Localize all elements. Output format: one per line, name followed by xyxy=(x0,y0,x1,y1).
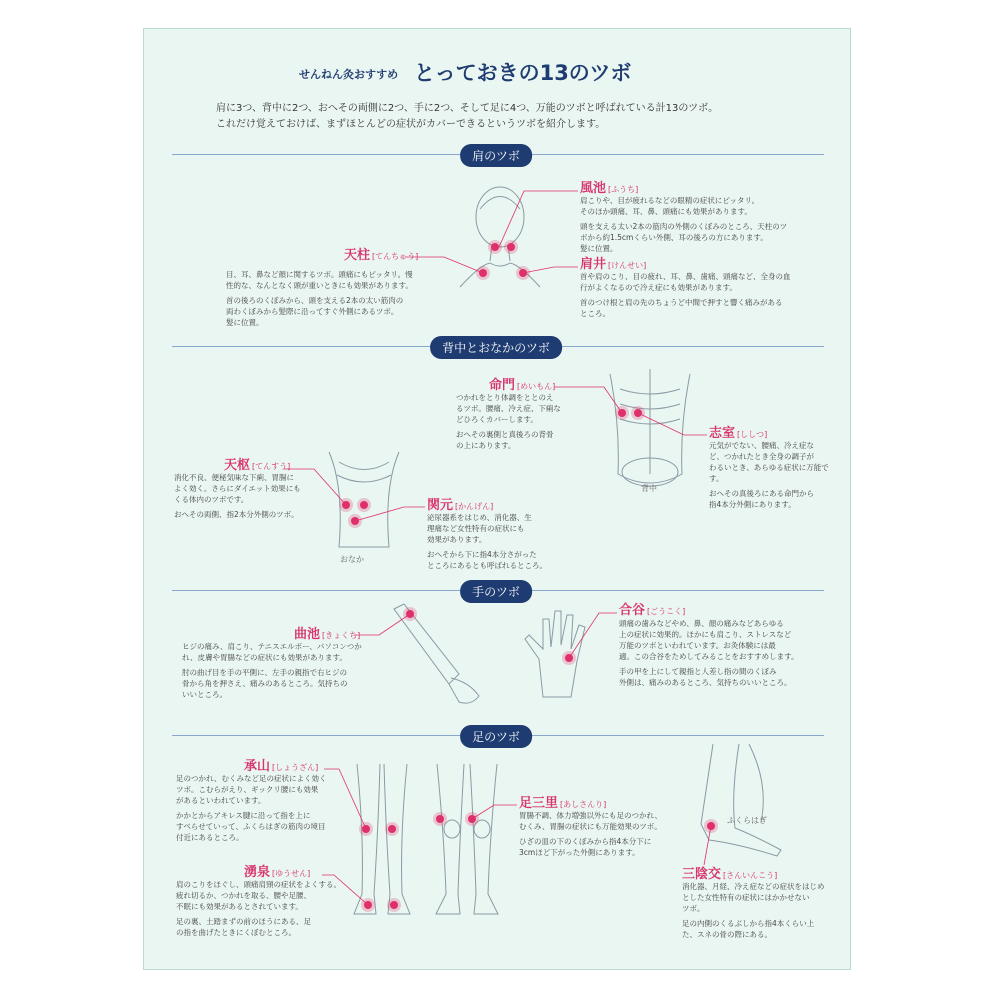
desc-line: そのほか頭痛、耳、鼻、頭痛にも効果があります。 xyxy=(580,207,752,216)
desc-line: 頭痛の歯みなどやめ、鼻、顔の痛みなどあらゆる xyxy=(619,619,784,628)
desc-line: どひろくカバーします。 xyxy=(456,415,538,424)
desc-line: 両わくぼみから髪際に沿ってすぐ外側にあるツボ。 xyxy=(226,307,399,316)
caption-calf: ふくらはぎ xyxy=(727,816,767,825)
desc-line: 足の裏、土踏まずの前のほうにある、足 xyxy=(176,917,311,926)
point-dot-ashisanri xyxy=(436,815,444,823)
hand-illustration xyxy=(521,609,601,699)
desc-line: 目、耳、鼻など顔に関するツボ。頭痛にもピッタリ。慢 xyxy=(226,270,413,279)
desc-line: 消化器、月経、冷え症などの症状をはじめ xyxy=(682,882,825,891)
desc-line: の上にあります。 xyxy=(456,441,516,450)
desc-line: すべらせていって、ふくらはぎの筋肉の境目 xyxy=(176,822,326,831)
point-dot-tensu xyxy=(342,501,350,509)
caption-belly: おなか xyxy=(340,555,364,564)
caption-back: 背中 xyxy=(641,484,657,493)
desc-line: 首のつけ根と肩の先のちょうど中間で押すと響く痛みがある xyxy=(580,298,783,307)
point-desc-meimon xyxy=(456,392,596,451)
acupoint-poster xyxy=(143,28,851,970)
point-dot-yusen xyxy=(364,901,372,909)
point-reading: [ししつ] xyxy=(737,430,768,439)
point-name-text: 三陰交 xyxy=(682,867,722,882)
desc-line: ところ。 xyxy=(580,309,610,318)
desc-line: るツボ。腰痛、冷え症、下痢な xyxy=(456,404,561,413)
point-name-text: 合谷 xyxy=(619,603,646,618)
poster-title: とっておきの13のツボ xyxy=(414,61,632,85)
desc-line: 3cmほど下がった外側にあります。 xyxy=(519,848,640,857)
desc-line: 行がよくなるので冷え症にも効果があります。 xyxy=(580,283,737,292)
point-name-text: 曲池 xyxy=(294,627,321,642)
desc-line: 外側は、痛みのあるところ、気持ちのいいところ。 xyxy=(619,678,792,687)
desc-line: おへその両側、指2本分外側のツボ。 xyxy=(174,510,299,519)
point-name-tenchu xyxy=(344,244,418,263)
point-desc-tensu xyxy=(174,472,319,520)
point-dot-kyokuchi xyxy=(406,610,414,618)
point-dot-ashisanri xyxy=(468,815,476,823)
section-title-foot: 足のツボ xyxy=(460,725,532,748)
desc-line: ツボ。こむらがえり、ギックリ腰にも効果 xyxy=(176,785,319,794)
point-name-text: 湧泉 xyxy=(244,865,271,880)
desc-line: おへそから下に指4本分さがった xyxy=(427,550,537,559)
point-dot-kensei xyxy=(479,269,487,277)
legs-front-illustration xyxy=(432,764,502,919)
point-desc-fuchi xyxy=(580,195,830,254)
point-dot-kangen xyxy=(351,517,359,525)
point-dot-meimon xyxy=(618,409,626,417)
point-desc-shishitsu xyxy=(709,440,839,510)
point-dot-shouzan xyxy=(388,825,396,833)
point-name-text: 天柱 xyxy=(344,248,371,263)
header-tagline: せんねん灸おすすめ xyxy=(299,68,399,81)
intro-line-2: これだけ覚えておけば、まずほとんどの症状がカバーできるというツボを紹介します。 xyxy=(216,119,606,130)
lower-leg-illustration xyxy=(699,744,799,859)
desc-line: 元気がでない、腰痛、冷え症な xyxy=(709,441,814,450)
intro-line-1: 肩に3つ、背中に2つ、おへその両側に2つ、手に2つ、そして足に4つ、万能のツボと呼ばれている計13のツボ。 xyxy=(216,103,719,114)
desc-line: 上の症状に効果的。ほかにも肩こり、ストレスなど xyxy=(619,630,792,639)
section-title-shoulder: 肩のツボ xyxy=(460,144,532,167)
point-reading: [ゆうせん] xyxy=(272,869,311,878)
desc-line: 足の内側のくるぶしから指4本くらい上 xyxy=(682,919,815,928)
point-name-text: 肩井 xyxy=(580,257,607,272)
desc-line: ところにあるとも呼ばれるところ。 xyxy=(427,561,547,570)
point-desc-shouzan xyxy=(176,773,346,843)
point-reading: [ごうこく] xyxy=(647,607,686,616)
point-name-text: 志室 xyxy=(709,426,736,441)
desc-line: 首の後ろのくぼみから、頭を支える2本の太い筋肉の xyxy=(226,296,404,305)
point-name-ashisanri xyxy=(519,792,606,811)
point-desc-tenchu xyxy=(226,269,446,328)
point-desc-goukoku xyxy=(619,618,834,688)
point-reading: [めいもん] xyxy=(517,382,556,391)
point-desc-kyokuchi xyxy=(182,641,387,700)
desc-line: た、スネの骨の際にある。 xyxy=(682,930,772,939)
desc-line: 効果があります。 xyxy=(427,535,487,544)
desc-line: 泌尿器系をはじめ、消化器、生 xyxy=(427,513,532,522)
desc-line: 肩こりや、目が疲れるなどの眼精の症状にピッタリ。 xyxy=(580,196,760,205)
point-reading: [きょくち] xyxy=(322,631,361,640)
point-name-tensu xyxy=(224,454,290,473)
desc-line: 肘の曲げ目を手の平側に、左手の親指で右ヒジの xyxy=(182,668,347,677)
legs-back-illustration xyxy=(352,764,412,919)
point-name-text: 関元 xyxy=(427,498,454,513)
point-reading: [てんちゅう] xyxy=(372,252,419,261)
point-name-shouzan xyxy=(244,755,318,774)
desc-line: れ、皮膚や胃腸などの症状にも効果があります。 xyxy=(182,653,347,662)
desc-line: くる体内のツボです。 xyxy=(174,495,249,504)
point-name-meimon xyxy=(489,374,555,393)
point-reading: [かんげん] xyxy=(455,502,494,511)
point-reading: [あしさんり] xyxy=(560,800,607,809)
desc-line: 肩のこりをほぐし、頭痛肩頸の症状をよくする。 xyxy=(176,880,341,889)
point-name-kangen xyxy=(427,494,493,513)
point-name-kensei xyxy=(580,253,646,272)
desc-line: つかれをとり体調をととのえ xyxy=(456,393,554,402)
desc-line: ヒジの痛み、肩こり、テニスエルボー、パソコンつか xyxy=(182,642,362,651)
desc-line: 万能のツボといわれています。お灸体験には最 xyxy=(619,641,776,650)
desc-line: 首や肩のこり、目の疲れ、耳、鼻、歯痛、頭痛など、全身の血 xyxy=(580,272,791,281)
desc-line: かかとからアキレス腱に沿って指を上に xyxy=(176,811,311,820)
point-dot-tensu xyxy=(360,501,368,509)
point-dot-kensei xyxy=(519,269,527,277)
desc-line: があるといわれています。 xyxy=(176,796,266,805)
point-name-text: 命門 xyxy=(489,378,516,393)
desc-line: とした女性特有の症状にはかかせない xyxy=(682,893,810,902)
section-title-hand: 手のツボ xyxy=(460,580,532,603)
point-dot-fuchi xyxy=(491,243,499,251)
desc-line: 手の甲を上にして親指と人差し指の間のくぼみ xyxy=(619,667,777,676)
point-desc-kensei xyxy=(580,271,830,319)
desc-line: 不眠にも効果があるとされています。 xyxy=(176,902,303,911)
section-title-back: 背中とおなかのツボ xyxy=(430,336,562,359)
point-dot-fuchi xyxy=(507,243,515,251)
desc-line: 髪に位置。 xyxy=(226,318,264,327)
desc-line: わるいとき、あらゆる症状に万能です。 xyxy=(709,463,829,483)
desc-line: ツボ。 xyxy=(682,904,705,913)
point-name-goukoku xyxy=(619,599,685,618)
desc-line: 骨から角を押さえ、痛みのあるところ。気持ちの xyxy=(182,679,348,688)
point-desc-ashisanri xyxy=(519,810,694,858)
point-name-shishitsu xyxy=(709,422,767,441)
point-reading: [けんせい] xyxy=(608,261,647,270)
desc-line: 消化不良、便秘気味な下痢、胃腸に xyxy=(174,473,294,482)
point-reading: [てんすう] xyxy=(252,462,291,471)
head-back-illustration xyxy=(460,179,540,294)
desc-line: 足のつかれ、むくみなど足の症状によく効く xyxy=(176,774,327,783)
desc-line: 適。この合谷をためしてみることをおすすめします。 xyxy=(619,652,799,661)
point-dot-shishitsu xyxy=(634,409,642,417)
desc-line: 胃腸不調、体力増強以外にも足のつかれ、 xyxy=(519,811,662,820)
desc-line: むくみ、胃腸の症状にも万能効果のツボ。 xyxy=(519,822,662,831)
point-desc-yusen xyxy=(176,879,356,938)
desc-line: ひざの皿の下のくぼみから指4本分下に xyxy=(519,837,652,846)
desc-line: 髪に位置。 xyxy=(580,244,618,253)
point-reading: [さんいんこう] xyxy=(723,871,778,880)
desc-line: おへその裏側と真後ろの背骨 xyxy=(456,430,554,439)
desc-line: ボから約1.5cmくらい外側、耳の後ろの方にあります。 xyxy=(580,233,768,242)
point-dot-yusen xyxy=(390,901,398,909)
point-dot-sanninkou xyxy=(707,822,715,830)
desc-line: 疲れ切るか、つかれを取る、腰や足腰、 xyxy=(176,891,311,900)
point-name-text: 承山 xyxy=(244,759,271,774)
arm-illustration xyxy=(389,604,489,709)
point-reading: [しょうざん] xyxy=(272,763,319,772)
point-name-fuchi xyxy=(580,177,638,196)
point-name-text: 風池 xyxy=(580,181,607,196)
point-reading: [ふうち] xyxy=(608,185,639,194)
desc-line: 理痛など女性特有の症状にも xyxy=(427,524,525,533)
point-desc-sanninkou xyxy=(682,881,842,940)
desc-line: の指を曲げたときにくぼむところ。 xyxy=(176,928,296,937)
desc-line: いいところ。 xyxy=(182,690,227,699)
point-name-text: 天枢 xyxy=(224,458,251,473)
desc-line: 頭を支える太い2本の筋肉の外側のくぼみのところ、天柱のツ xyxy=(580,222,788,231)
desc-line: 性的な、なんとなく頭が重いときにも効果があります。 xyxy=(226,281,413,290)
point-name-text: 足三里 xyxy=(519,796,559,811)
desc-line: 付近にあるところ。 xyxy=(176,833,244,842)
point-desc-kangen xyxy=(427,512,572,571)
desc-line: おへその真後ろにある命門から xyxy=(709,489,814,498)
desc-line: 指4本分外側にあります。 xyxy=(709,500,796,509)
point-name-sanninkou xyxy=(682,863,777,882)
point-dot-shouzan xyxy=(362,825,370,833)
back-illustration xyxy=(600,364,700,494)
point-name-yusen xyxy=(244,861,310,880)
desc-line: よく効く。さらにダイエット効果にも xyxy=(174,484,301,493)
point-dot-goukoku xyxy=(565,654,573,662)
point-name-kyokuchi xyxy=(294,623,360,642)
desc-line: ど、つかれたとき全身の調子が xyxy=(709,452,814,461)
